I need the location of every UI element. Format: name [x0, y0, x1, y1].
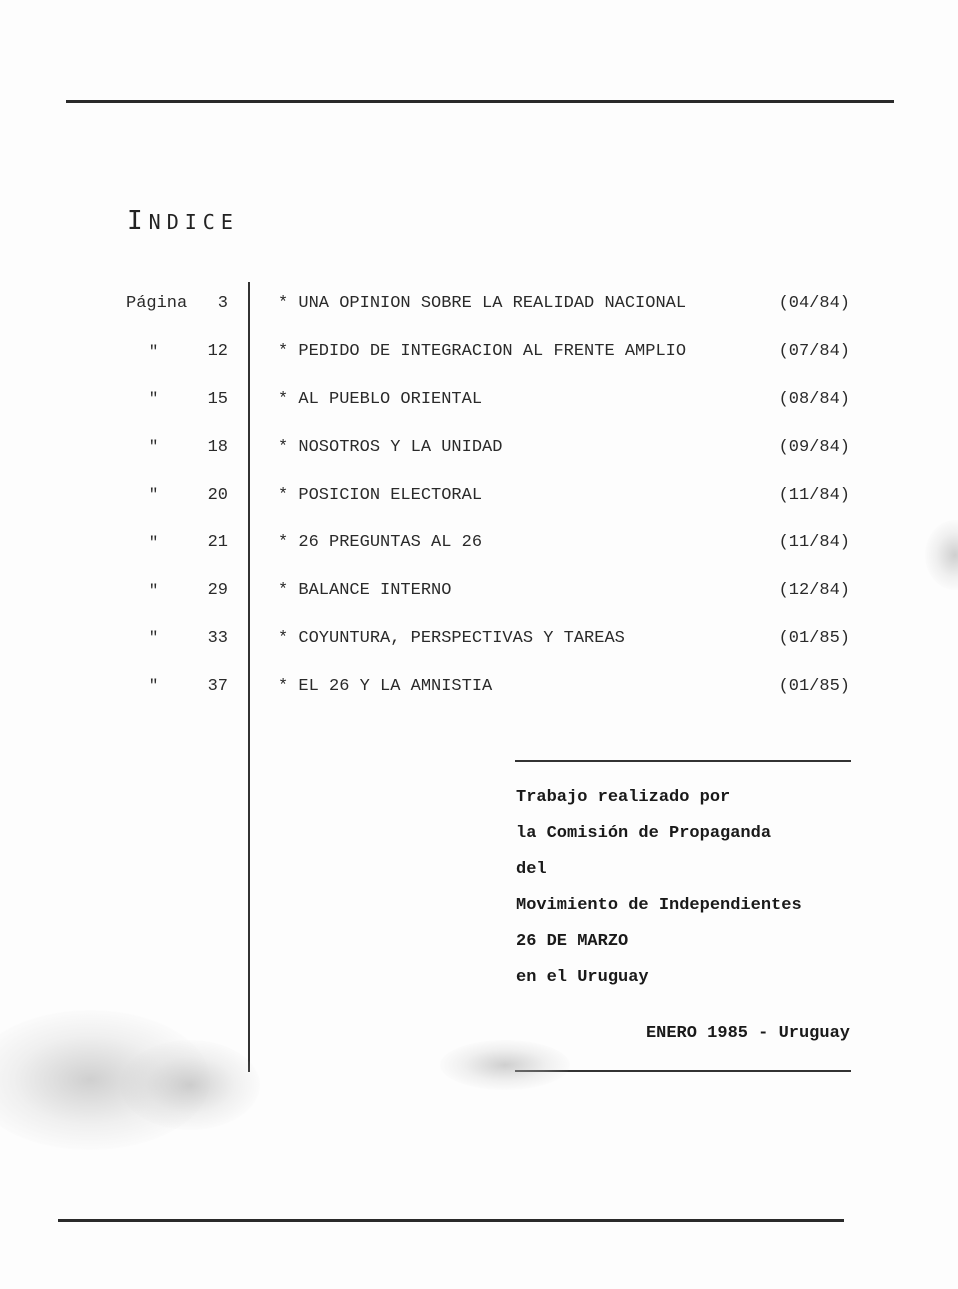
toc-entry [278, 328, 850, 376]
toc-entry [278, 471, 850, 519]
entry-title: * NOSOTROS Y LA UNIDAD [278, 437, 503, 457]
entry-title: * 26 PREGUNTAS AL 26 [278, 533, 483, 553]
toc-entry [278, 376, 850, 424]
page-ref [126, 328, 236, 376]
bottom-rule [58, 1219, 844, 1222]
top-rule [66, 100, 894, 103]
entry-title: * PEDIDO DE INTEGRACION AL FRENTE AMPLIO [278, 342, 687, 362]
scan-smudge [440, 1040, 570, 1090]
ditto-mark: " [148, 342, 159, 361]
ditto-mark: " [148, 677, 159, 696]
entry-date: (08/84) [778, 389, 850, 409]
credits-line: Trabajo realizado por [516, 788, 731, 807]
toc-entry [278, 519, 850, 567]
credits-line: Movimiento de Independientes [516, 896, 802, 915]
entry-date: (07/84) [778, 342, 850, 362]
credits-line: la Comisión de Propaganda [516, 824, 772, 843]
title-rest: NDICE [148, 210, 239, 234]
page-number: 37 [207, 676, 228, 696]
entry-date: (01/85) [778, 676, 850, 696]
page-ref [126, 423, 236, 471]
entry-date: (04/84) [778, 294, 850, 314]
page-number: 20 [207, 485, 228, 505]
page-prefix: Página [126, 294, 188, 314]
scan-smudge [925, 520, 958, 590]
scan-smudge [120, 1040, 260, 1130]
page-number: 12 [207, 342, 228, 362]
page-title [127, 206, 239, 236]
ditto-mark: " [148, 438, 159, 457]
page-ref [126, 519, 236, 567]
credits-top-rule [515, 760, 851, 762]
page-ref [126, 471, 236, 519]
entry-date: (09/84) [778, 437, 850, 457]
ditto-mark: " [148, 629, 159, 648]
credits-block [516, 784, 802, 1000]
toc-entry [278, 280, 850, 328]
credits-line: 26 DE MARZO [516, 932, 629, 951]
ditto-mark: " [148, 486, 159, 505]
publication-date: ENERO 1985 - Uruguay [645, 1024, 850, 1043]
entry-date: (11/84) [778, 485, 850, 505]
toc-entry [278, 615, 850, 663]
credits-line: del [516, 860, 547, 879]
page-ref [126, 615, 236, 663]
page-ref [126, 662, 236, 710]
toc-entries [278, 280, 850, 710]
page-number: 3 [217, 294, 228, 314]
entry-title: * BALANCE INTERNO [278, 581, 452, 601]
page-ref [126, 567, 236, 615]
title-initial: I [127, 206, 149, 236]
toc-entry [278, 567, 850, 615]
ditto-mark: " [148, 581, 159, 600]
page-number: 15 [207, 389, 228, 409]
entry-date: (01/85) [778, 628, 850, 648]
entry-title: * EL 26 Y LA AMNISTIA [278, 676, 493, 696]
page-number: 33 [207, 628, 228, 648]
toc-entry [278, 423, 850, 471]
entry-title: * POSICION ELECTORAL [278, 485, 483, 505]
page-number: 18 [207, 437, 228, 457]
page-number: 21 [207, 533, 228, 553]
entry-date: (11/84) [778, 533, 850, 553]
ditto-mark: " [148, 533, 159, 552]
entry-title: * COYUNTURA, PERSPECTIVAS Y TAREAS [278, 628, 625, 648]
column-divider [248, 282, 250, 1072]
entry-date: (12/84) [778, 581, 850, 601]
ditto-mark: " [148, 390, 159, 409]
entry-title: * UNA OPINION SOBRE LA REALIDAD NACIONAL [278, 294, 687, 314]
page-number: 29 [207, 581, 228, 601]
entry-title: * AL PUEBLO ORIENTAL [278, 389, 483, 409]
page-number-column [126, 280, 236, 710]
page-ref [126, 376, 236, 424]
page-ref [126, 280, 236, 328]
toc-entry [278, 662, 850, 710]
credits-line: en el Uruguay [516, 968, 649, 987]
